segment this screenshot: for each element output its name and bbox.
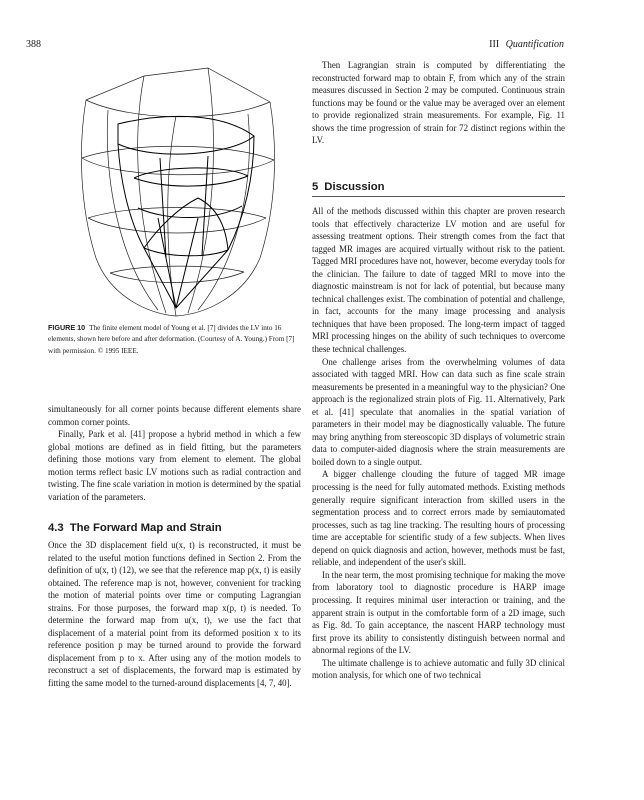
section-title-discussion: Discussion (324, 181, 385, 193)
discussion-paragraph-2: One challenge arises from the overwhelming volumes of data associated with tagged MRI. How can data such as fine scale strain measurements be presented in a meaningful way to the physician? One approach is the regionalized strain plots of Fig. 11. Alternatively, Park et al. [41] speculate that anomalies in the spatial variation of parameters in their model may be diagnostically valuable. The future may bring anything from stereoscopic 3D displays of volumetric strain data to computer-aided diagnosis where the strain measurements are boiled down to a single output. (312, 356, 565, 467)
running-head-title: Quantification (505, 39, 564, 50)
figure-caption-text: The finite element model of Young et al. [7] divides the LV into 16 elements, shown here before and after deformation. (Courtesy of A. Young.) From [7] with permission. © 1995 IEEE. (48, 324, 295, 355)
figure-caption (48, 322, 304, 357)
right-column-discussion (312, 205, 565, 682)
section-number-4-3: 4.3 (48, 522, 64, 534)
figure-caption-label: FIGURE 10 (48, 323, 86, 332)
section-title-forward-map: The Forward Map and Strain (69, 522, 222, 534)
left-paragraph-forward-map: Once the 3D displacement field u(x, t) is reconstructed, it must be related to the useful motion functions defined in Section 2. From the definition of u(x, t) (12), we see that the reference map p(x, t) is easily obtained. The reference map is not, however, convenient for tracking the motion of material points over time or computing Lagrangian strains. For those purposes, the forward map x(p, t) is needed. To determine the forward map from u(x, t), we use the fact that displacement of a material point from its deformed position x to its reference position p may be turned around to provide the forward displacement from p to x. After using any of the motion models to reconstruct a set of displacements, the forward map is estimated by fitting the same model to the turned-around displacements [4, 7, 40]. (48, 540, 301, 689)
right-paragraph-strain: Then Lagrangian strain is computed by differentiating the reconstructed forward map to obtain F, from which any of the strain measures discussed in Section 2 may be computed. Continuous strain functions may be found or the value may be averaged over an element to provide regionalized strain measurements. For example, Fig. 11 shows the time progression of strain for 72 distinct regions within the LV. (312, 60, 565, 146)
running-head (489, 39, 564, 50)
left-paragraph-park: Finally, Park et al. [41] propose a hybrid method in which a few global motions are defined as in field fitting, but the parameters defining those motions vary from element to element. The global motion terms reflect basic LV motions such as radial contraction and twisting. The fine scale variation in motion is determined by the spatial variation of the parameters. (48, 429, 301, 502)
page-number: 388 (26, 39, 41, 50)
left-column-top (48, 403, 301, 503)
discussion-paragraph-1: All of the methods discussed within this chapter are proven research tools that effectively characterize LV motion and are useful for assessing treatment options. Their strength comes from the fact that tagged MR images are acquired virtually without risk to the patient. Tagged MRI procedures have not, however, become everyday tools for the clinician. The failure to date of tagged MRI to move into the diagnostic mainstream is not for lack of potential, but because many technical challenges exist. The combination of potential and challenge, in fact, accounts for the many image processing and analysis techniques that have been proposed. The long-term impact of tagged MRI processing hinges on the ability of such techniques to overcome these technical challenges. (312, 206, 565, 355)
running-head-section: III (489, 39, 500, 50)
section-heading-5 (312, 181, 385, 193)
wireframe-before (81, 68, 274, 316)
discussion-paragraph-3: A bigger challenge clouding the future of tagged MR image processing is the need for fully automated methods. Existing methods generally require significant interaction from skilled users in the segmentation process and to correct errors made by semiautomated processes, such as tag line tracking. The resulting hours of processing time are acceptable for scientific study of a few subjects. When lives depend on quick diagnosis and action, however, methods must be fast, reliable, and independent of the user's skill. (312, 469, 565, 568)
left-column-bottom (48, 539, 301, 690)
left-paragraph-continued: simultaneously for all corner points because different elements share common corner points. (48, 404, 301, 427)
section-rule (312, 196, 565, 197)
discussion-paragraph-4: In the near term, the most promising technique for making the move from laboratory tool to diagnostic procedure is HARP image processing. It requires minimal user interaction or training, and the apparent strain is output in the comfortable form of a 2D image, such as Fig. 8d. To gain acceptance, the nascent HARP technology must first prove its ability to consistently distinguish between normal and abnormal regions of the LV. (312, 569, 565, 656)
discussion-paragraph-5: The ultimate challenge is to achieve automatic and fully 3D clinical motion analysis, for which one of two technical (312, 657, 565, 681)
finite-element-figure (48, 58, 304, 320)
section-heading-4-3 (48, 522, 222, 534)
right-column-top (312, 59, 565, 147)
section-number-5: 5 (312, 181, 319, 193)
